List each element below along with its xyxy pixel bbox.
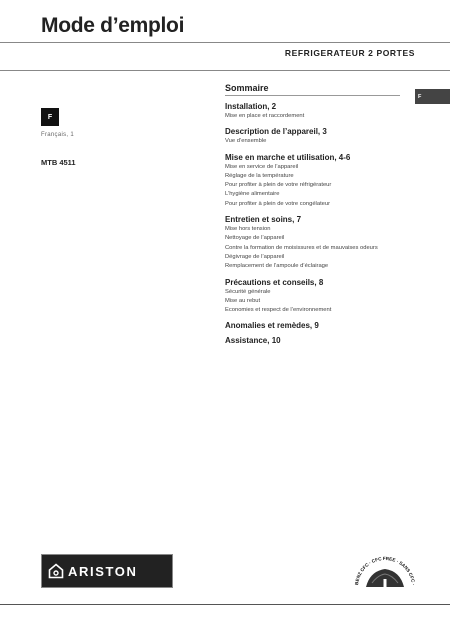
toc-subitem: Mise en place et raccordement (225, 113, 305, 119)
cfc-free-badge-icon (350, 549, 420, 589)
toc-section (225, 321, 400, 330)
cfc-free-text: BENZ CFC · CFC FREE · SANS CFC · (354, 555, 416, 586)
toc-subitem: Remplacement de l’ampoule d’éclairage (225, 263, 329, 270)
toc-subitem: Pour profiter à plein de votre congélateur (225, 200, 331, 207)
toc-subitem: Sécurité générale (225, 288, 271, 295)
language-badge: F (41, 108, 59, 126)
toc-subitem: Economies et respect de l’environnement (225, 307, 332, 314)
toc-section (225, 127, 400, 146)
toc-subitem: Dégivrage de l’appareil (225, 253, 285, 260)
toc-section-title: Installation, 2 (225, 102, 277, 111)
toc-subitem: Mise au rebut (225, 297, 261, 304)
toc-heading: Sommaire (225, 83, 400, 96)
house-icon (48, 563, 64, 579)
toc-subitem: Mise en service de l’appareil (225, 163, 299, 170)
document-title: Mode d’emploi (41, 14, 185, 37)
toc-section (225, 278, 400, 316)
table-of-contents (225, 83, 400, 351)
toc-subitem: Réglage de la température (225, 172, 294, 179)
toc-section (225, 336, 400, 345)
toc-section-title: Anomalies et remèdes, 9 (225, 321, 319, 331)
toc-sections (225, 102, 400, 345)
toc-subitem: Mise hors tension (225, 226, 271, 233)
language-page-ref: Français, 1 (41, 132, 74, 138)
toc-section-title: Assistance, 10 (225, 336, 281, 346)
toc-section (225, 153, 400, 209)
toc-subitem: L’hygiène alimentaire (225, 191, 280, 198)
toc-subitem: Nettoyage de l’appareil (225, 235, 285, 242)
toc-subitem: Contre la formation de moisissures et de mauvaises odeurs (225, 244, 378, 251)
model-number: MTB 4511 (41, 158, 76, 167)
product-type: REFRIGERATEUR 2 PORTES (284, 48, 415, 58)
toc-subitem: Pour profiter à plein de votre réfrigérateur (225, 182, 332, 189)
toc-section-title: Description de l’appareil, 3 (225, 127, 327, 137)
language-side-tab: F (415, 89, 450, 104)
footer-rule (0, 604, 450, 605)
header-rule-bottom (0, 70, 450, 71)
toc-section-title: Mise en marche et utilisation, 4-6 (225, 152, 351, 162)
toc-section-title: Entretien et soins, 7 (225, 215, 302, 225)
toc-subitem: Vue d’ensemble (225, 138, 267, 145)
toc-section (225, 102, 400, 121)
toc-section (225, 215, 400, 271)
toc-section-title: Précautions et conseils, 8 (225, 277, 324, 287)
brand-name: ARISTON (68, 563, 138, 579)
header-rule-top (0, 42, 450, 43)
brand-logo (41, 554, 173, 588)
